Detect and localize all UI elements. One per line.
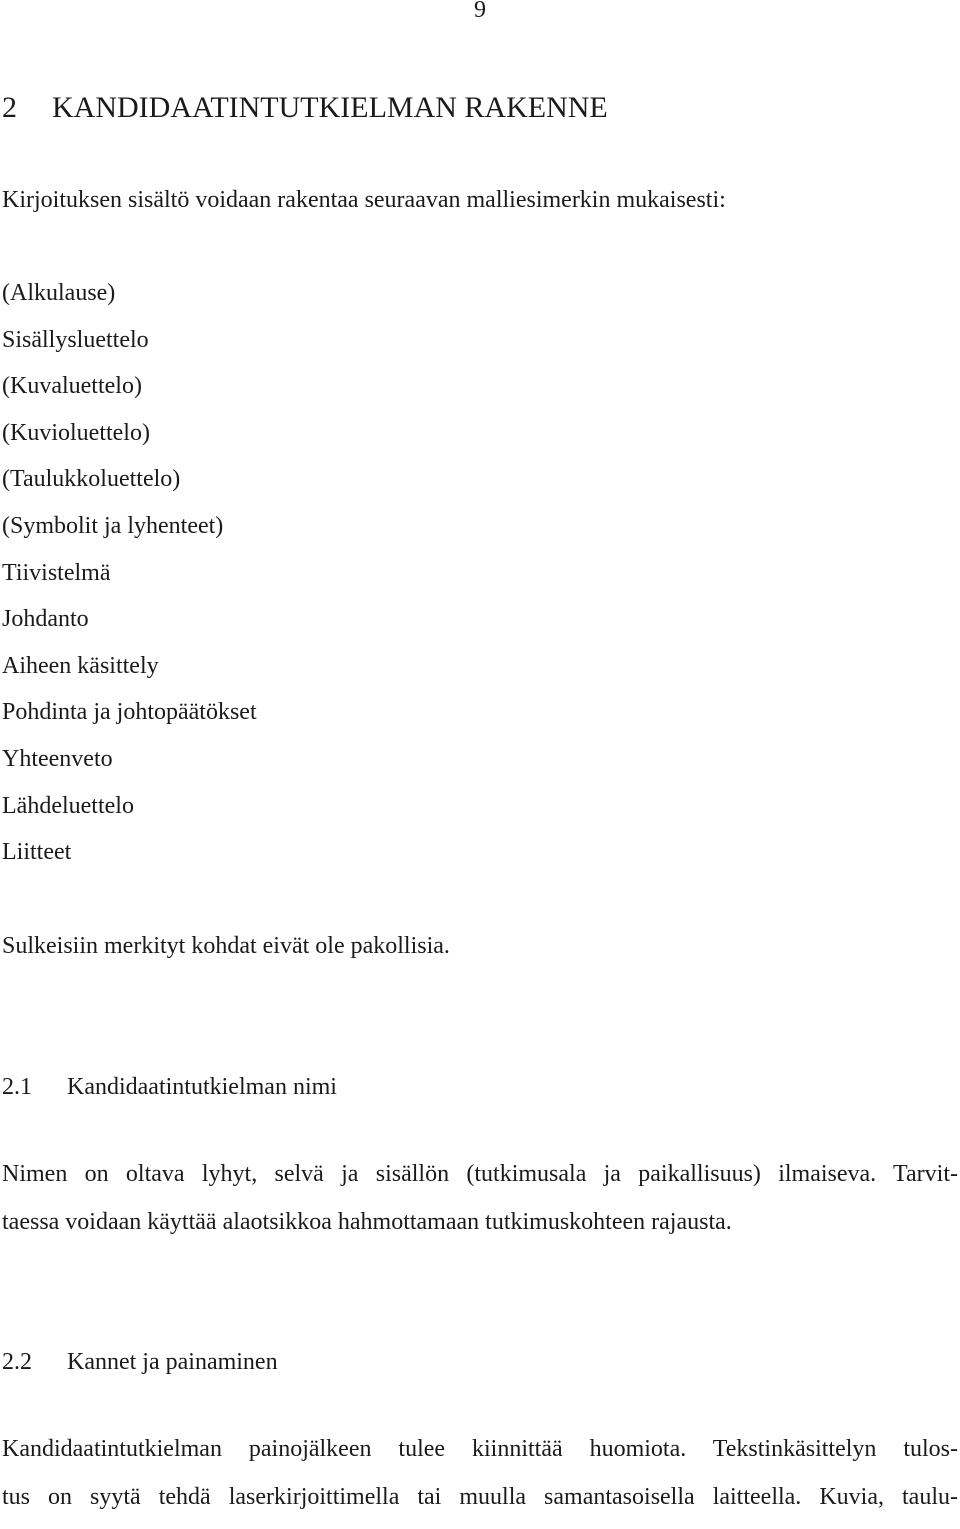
list-item: Liitteet [2,839,72,866]
list-item: (Symbolit ja lyhenteet) [2,512,224,539]
section-heading-2-2 [2,1346,278,1378]
section-number: 2.2 [2,1349,32,1375]
list-item: Sisällysluettelo [2,326,149,353]
page-number: 9 [474,0,486,23]
section-number: 2.1 [2,1074,32,1100]
section-2-2-paragraph [2,1433,958,1529]
list-item: Yhteenveto [2,745,113,772]
list-item: (Taulukkoluettelo) [2,466,181,493]
list-item: Pohdinta ja johtopäätökset [2,699,257,726]
list-item: Aiheen käsittely [2,652,159,679]
section-title: Kandidaatintutkielman nimi [67,1074,337,1100]
list-item: (Kuvaluettelo) [2,373,142,400]
paragraph-line: Kandidaatintutkielman painojälkeen tulee kiinnittää huomiota. Tekstinkäsittelyn tulos- [2,1436,958,1462]
section-title: Kannet ja painaminen [67,1349,278,1375]
list-item: (Alkulause) [2,280,116,306]
list-item: (Kuvioluettelo) [2,419,150,446]
list-item: Johdanto [2,606,89,633]
structure-list [2,277,257,883]
list-item: Tiivistelmä [2,559,111,586]
list-item: Lähdeluettelo [2,792,134,819]
note-paragraph: Sulkeisiin merkityt kohdat eivät ole pakollisia. [2,933,450,959]
chapter-title: KANDIDAATINTUTKIELMAN RAKENNE [52,91,608,124]
paragraph-line: Nimen on oltava lyhyt, selvä ja sisällön (tutkimusala ja paikallisuus) ilmaiseva. Tarvit- [2,1161,958,1187]
paragraph-line: taessa voidaan käyttää alaotsikkoa hahmottamaan tutkimuskohteen rajausta. [2,1209,732,1235]
chapter-heading [2,88,608,128]
section-2-1-paragraph [2,1158,958,1254]
paragraph-line: tus on syytä tehdä laserkirjoittimella tai muulla samantasoisella laitteella. Kuvia, taulu- [2,1484,958,1510]
section-heading-2-1 [2,1071,337,1103]
chapter-number: 2 [2,91,17,124]
intro-paragraph: Kirjoituksen sisältö voidaan rakentaa seuraavan malliesimerkin mukaisesti: [2,187,726,213]
